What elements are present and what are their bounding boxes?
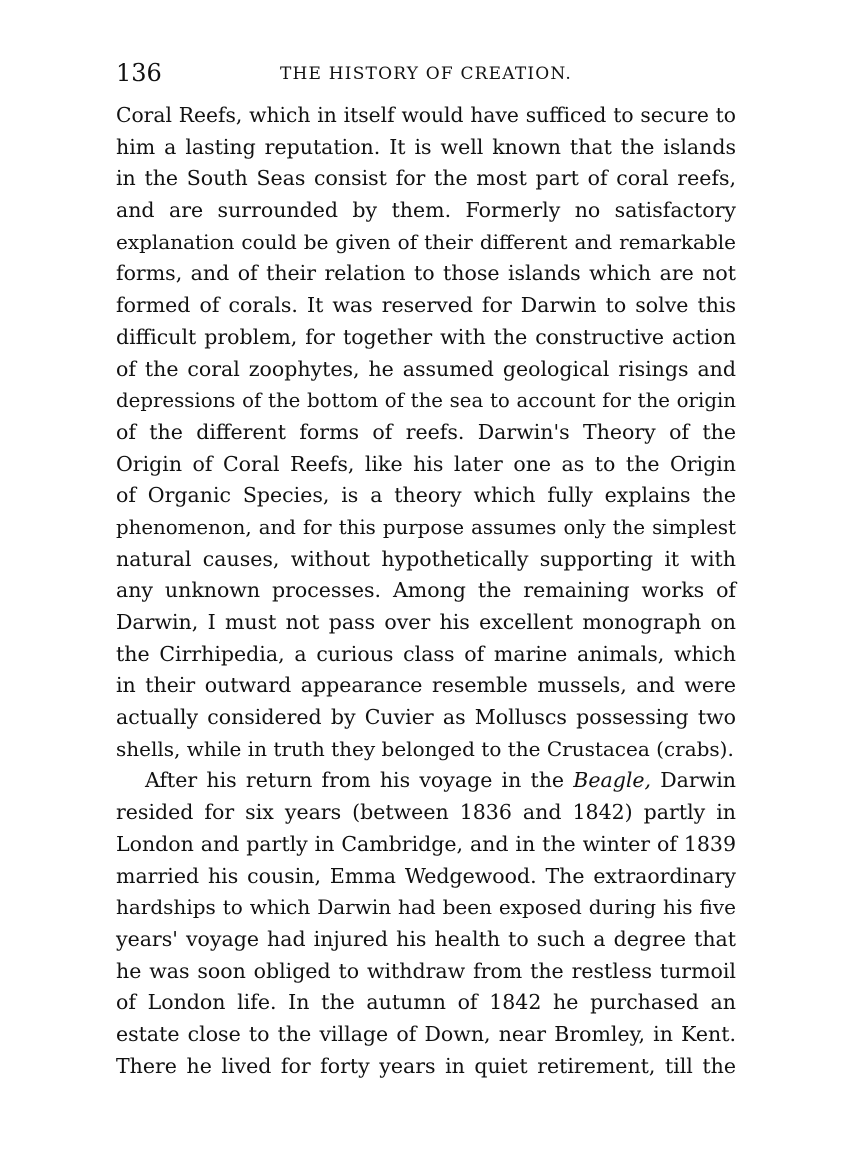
page-number: 136 — [116, 59, 162, 87]
text-line: estate close to the village of Down, near Bromley, in Kent. — [116, 1021, 736, 1046]
text-line: of Organic Species, is a theory which fully explains the — [116, 483, 736, 508]
text-segment: Darwin — [651, 768, 737, 793]
text-line: married his cousin, Emma Wedgewood. The extraordinary — [116, 863, 736, 888]
text-line: London and partly in Cambridge, and in the winter of 1839 — [116, 831, 736, 856]
text-line: of the different forms of reefs. Darwin's Theory of the — [116, 419, 736, 444]
text-line: any unknown processes. Among the remaining works of — [116, 578, 736, 603]
text-line: formed of corals. It was reserved for Darwin to solve this — [116, 293, 736, 318]
text-line: him a lasting reputation. It is well known that the islands — [116, 134, 736, 159]
text-line: actually considered by Cuvier as Molluscs possessing two — [116, 705, 736, 730]
text-line: phenomenon, and for this purpose assumes only the simplest — [116, 515, 736, 539]
text-line: forms, and of their relation to those islands which are not — [116, 261, 736, 286]
running-title: THE HISTORY OF CREATION. — [279, 64, 573, 84]
text-line: and are surrounded by them. Formerly no satisfactory — [116, 198, 736, 223]
text-line: shells, while in truth they belonged to the Crustacea (crabs). — [116, 736, 734, 761]
text-line: There he lived for forty years in quiet retirement, till the — [116, 1053, 736, 1078]
text-line: of London life. In the autumn of 1842 he purchased an — [116, 990, 736, 1015]
text-line: resided for six years (between 1836 and 1842) partly in — [116, 800, 736, 825]
page-header — [116, 58, 736, 88]
text-line-first — [116, 765, 736, 797]
body-text — [116, 100, 736, 1082]
text-line: hardships to which Darwin had been exposed during his five — [116, 895, 736, 920]
paragraph-1 — [116, 100, 736, 765]
text-line: depressions of the bottom of the sea to account for the origin — [116, 389, 736, 413]
text-line: Darwin, I must not pass over his excellent monograph on — [116, 610, 736, 634]
text-line: in their outward appearance resemble mussels, and were — [116, 673, 736, 698]
text-line: Origin of Coral Reefs, like his later one as to the Origin — [116, 451, 736, 476]
text-line: the Cirrhipedia, a curious class of marine animals, which — [116, 641, 736, 666]
text-line: Coral Reefs, which in itself would have sufficed to secure to — [116, 103, 736, 127]
text-line: he was soon obliged to withdraw from the restless turmoil — [116, 958, 736, 983]
text-line: natural causes, without hypothetically supporting it with — [116, 546, 736, 571]
text-line: explanation could be given of their different and remarkable — [116, 229, 736, 254]
ship-name-italic: Beagle, — [573, 768, 652, 793]
text-line: in the South Seas consist for the most part of coral reefs, — [116, 166, 736, 191]
text-line: years' voyage had injured his health to such a degree that — [116, 926, 736, 951]
text-segment: After his return from his voyage in the — [145, 768, 574, 793]
text-line: difficult problem, for together with the constructive action — [116, 324, 736, 349]
paragraph-2 — [116, 765, 736, 1082]
text-line: of the coral zoophytes, he assumed geological risings and — [116, 356, 736, 381]
